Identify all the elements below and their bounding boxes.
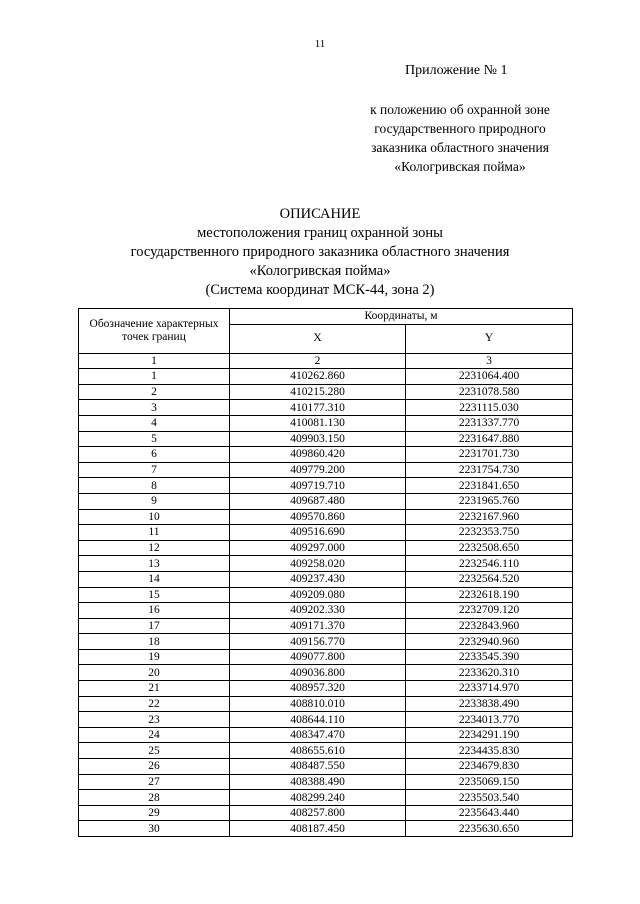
appendix-ref-line: к положению об охранной зоне [370, 102, 550, 117]
y-coordinate-cell: 2232508.650 [406, 540, 573, 556]
point-number-cell: 28 [79, 790, 230, 806]
y-coordinate-cell: 2233620.310 [406, 665, 573, 681]
table-row [79, 727, 573, 743]
x-coordinate-cell: 408347.470 [230, 727, 406, 743]
table-row [79, 571, 573, 587]
appendix-ref-line: «Кологривская пойма» [394, 159, 526, 174]
point-number-cell: 5 [79, 431, 230, 447]
point-number-cell: 6 [79, 447, 230, 463]
y-coordinate-cell: 2232167.960 [406, 509, 573, 525]
point-number-cell: 11 [79, 525, 230, 541]
point-number-cell: 8 [79, 478, 230, 494]
x-coordinate-cell: 409077.800 [230, 649, 406, 665]
x-coordinate-cell: 409860.420 [230, 447, 406, 463]
point-number-cell: 12 [79, 540, 230, 556]
point-number-cell: 15 [79, 587, 230, 603]
x-coordinate-cell: 409297.000 [230, 540, 406, 556]
x-coordinate-cell: 409903.150 [230, 431, 406, 447]
point-number-cell: 20 [79, 665, 230, 681]
x-header: X [230, 324, 406, 353]
table-row [79, 447, 573, 463]
table-row [79, 603, 573, 619]
table-row [79, 369, 573, 385]
point-number-cell: 21 [79, 681, 230, 697]
point-number-cell: 4 [79, 415, 230, 431]
table-row [79, 634, 573, 650]
point-number-cell: 26 [79, 759, 230, 775]
point-number-cell: 9 [79, 493, 230, 509]
x-coordinate-cell: 408187.450 [230, 821, 406, 837]
table-row [79, 743, 573, 759]
y-coordinate-cell: 2231647.880 [406, 431, 573, 447]
point-number-cell: 22 [79, 696, 230, 712]
x-coordinate-cell: 408810.010 [230, 696, 406, 712]
table-row [79, 431, 573, 447]
y-coordinate-cell: 2233838.490 [406, 696, 573, 712]
column-number: 1 [79, 353, 230, 369]
x-coordinate-cell: 408388.490 [230, 774, 406, 790]
x-coordinate-cell: 410215.280 [230, 384, 406, 400]
coordinate-system-note: (Система координат МСК-44, зона 2) [205, 282, 435, 298]
y-coordinate-cell: 2232546.110 [406, 556, 573, 572]
x-coordinate-cell: 409779.200 [230, 462, 406, 478]
y-coordinate-cell: 2232843.960 [406, 618, 573, 634]
table-body [79, 369, 573, 837]
table-row [79, 384, 573, 400]
x-coordinate-cell: 409258.020 [230, 556, 406, 572]
x-coordinate-cell: 410262.860 [230, 369, 406, 385]
appendix-ref-line: заказника областного значения [371, 140, 549, 155]
table-row [79, 509, 573, 525]
y-coordinate-cell: 2231115.030 [406, 400, 573, 416]
x-coordinate-cell: 409202.330 [230, 603, 406, 619]
point-number-cell: 29 [79, 805, 230, 821]
table-row [79, 587, 573, 603]
y-coordinate-cell: 2231064.400 [406, 369, 573, 385]
page-number: 11 [314, 38, 326, 50]
table-row [79, 400, 573, 416]
y-coordinate-cell: 2231965.760 [406, 493, 573, 509]
y-coordinate-cell: 2232618.190 [406, 587, 573, 603]
y-coordinate-cell: 2234013.770 [406, 712, 573, 728]
point-number-cell: 24 [79, 727, 230, 743]
point-designation-header: Обозначение характерных точек границ [79, 309, 230, 354]
table-row [79, 540, 573, 556]
table-row [79, 805, 573, 821]
point-number-cell: 23 [79, 712, 230, 728]
x-coordinate-cell: 408487.550 [230, 759, 406, 775]
point-number-cell: 18 [79, 634, 230, 650]
point-number-cell: 14 [79, 571, 230, 587]
table-row [79, 665, 573, 681]
y-coordinate-cell: 2231337.770 [406, 415, 573, 431]
point-number-cell: 10 [79, 509, 230, 525]
x-coordinate-cell: 408257.800 [230, 805, 406, 821]
point-number-cell: 19 [79, 649, 230, 665]
table-row [79, 712, 573, 728]
table-row [79, 821, 573, 837]
point-number-cell: 27 [79, 774, 230, 790]
table-row [79, 759, 573, 775]
point-number-cell: 30 [79, 821, 230, 837]
x-coordinate-cell: 409687.480 [230, 493, 406, 509]
x-coordinate-cell: 408299.240 [230, 790, 406, 806]
table-row [79, 415, 573, 431]
y-coordinate-cell: 2231841.650 [406, 478, 573, 494]
y-coordinate-cell: 2232353.750 [406, 525, 573, 541]
table-row [79, 478, 573, 494]
x-coordinate-cell: 409209.080 [230, 587, 406, 603]
y-coordinate-cell: 2234679.830 [406, 759, 573, 775]
coordinates-header: Координаты, м [230, 309, 573, 325]
point-number-cell: 16 [79, 603, 230, 619]
table-row [79, 790, 573, 806]
point-number-cell: 25 [79, 743, 230, 759]
y-coordinate-cell: 2235069.150 [406, 774, 573, 790]
table-row [79, 462, 573, 478]
y-coordinate-cell: 2234291.190 [406, 727, 573, 743]
point-number-cell: 7 [79, 462, 230, 478]
x-coordinate-cell: 409719.710 [230, 478, 406, 494]
table-row [79, 681, 573, 697]
title-line: «Кологривская пойма» [249, 263, 391, 279]
x-coordinate-cell: 409570.860 [230, 509, 406, 525]
x-coordinate-cell: 409516.690 [230, 525, 406, 541]
point-number-cell: 13 [79, 556, 230, 572]
x-coordinate-cell: 409171.370 [230, 618, 406, 634]
x-coordinate-cell: 408644.110 [230, 712, 406, 728]
appendix-ref-line: государственного природного [374, 121, 546, 136]
point-number-cell: 1 [79, 369, 230, 385]
point-number-cell: 2 [79, 384, 230, 400]
title-line: местоположения границ охранной зоны [197, 225, 443, 241]
y-coordinate-cell: 2235630.650 [406, 821, 573, 837]
y-coordinate-cell: 2231078.580 [406, 384, 573, 400]
y-coordinate-cell: 2232709.120 [406, 603, 573, 619]
table-row [79, 618, 573, 634]
table-row [79, 696, 573, 712]
y-coordinate-cell: 2233714.970 [406, 681, 573, 697]
column-number: 3 [406, 353, 573, 369]
x-coordinate-cell: 410177.310 [230, 400, 406, 416]
appendix-reference [340, 100, 580, 176]
document-title [0, 205, 640, 300]
y-coordinate-cell: 2231754.730 [406, 462, 573, 478]
y-header: Y [406, 324, 573, 353]
x-coordinate-cell: 410081.130 [230, 415, 406, 431]
point-number-cell: 17 [79, 618, 230, 634]
y-coordinate-cell: 2234435.830 [406, 743, 573, 759]
table-row [79, 649, 573, 665]
table-row [79, 774, 573, 790]
title-heading: ОПИСАНИЕ [279, 206, 361, 222]
x-coordinate-cell: 409036.800 [230, 665, 406, 681]
y-coordinate-cell: 2231701.730 [406, 447, 573, 463]
x-coordinate-cell: 408655.610 [230, 743, 406, 759]
point-number-cell: 3 [79, 400, 230, 416]
y-coordinate-cell: 2235503.540 [406, 790, 573, 806]
y-coordinate-cell: 2232564.520 [406, 571, 573, 587]
x-coordinate-cell: 409237.430 [230, 571, 406, 587]
title-line: государственного природного заказника областного значения [130, 244, 510, 260]
table-row [79, 525, 573, 541]
coordinates-table [78, 308, 573, 837]
x-coordinate-cell: 409156.770 [230, 634, 406, 650]
column-number: 2 [230, 353, 406, 369]
appendix-label: Приложение № 1 [405, 63, 508, 78]
table-row [79, 493, 573, 509]
x-coordinate-cell: 408957.320 [230, 681, 406, 697]
y-coordinate-cell: 2232940.960 [406, 634, 573, 650]
y-coordinate-cell: 2235643.440 [406, 805, 573, 821]
y-coordinate-cell: 2233545.390 [406, 649, 573, 665]
table-row [79, 556, 573, 572]
